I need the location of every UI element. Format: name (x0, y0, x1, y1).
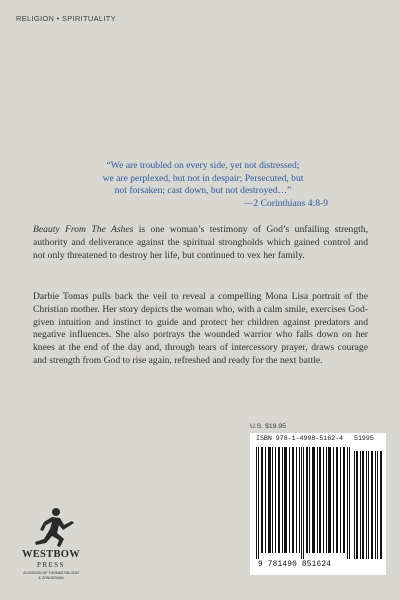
paragraph-1-text: is one woman’s testimony of God’s unfailing strength, authority and deliverance against the spiritual strongholds which gained control and not only threatened to destroy her life, but continued to vex her family. (33, 224, 368, 261)
epigraph-citation: —2 Corinthians 4:8-9 (243, 197, 328, 209)
publisher-press: PRESS (36, 561, 66, 569)
category-label: RELIGION • SPIRITUALITY (16, 14, 116, 23)
epigraph-line: “We are troubled on every side, yet not distressed; (106, 160, 300, 171)
description-paragraph-2: Darbie Tomas pulls back the veil to reveal a compelling Mona Lisa portrait of the Christian mother. Her story depicts the woman who, with a calm smile, exercises God-given intuition and instinct to guide and protect her children against predators and negative influences. She also portrays the wounded warrior who falls down on her knees at the end of the day and, through tears of intercessory prayer, draws courage and strength from God to rise again, refreshed and ready for the next battle. (33, 291, 368, 366)
publisher-name: WESTBOW (21, 549, 81, 560)
publisher-division (16, 571, 86, 580)
publisher-division-line: & ZONDERVAN (38, 575, 64, 580)
runner-icon (16, 505, 86, 549)
addon-barcode-bars (354, 447, 382, 559)
epigraph-quote (78, 160, 328, 210)
isbn-label: ISBN 978-1-4908-5162-4 (256, 435, 344, 442)
description-paragraph-1 (33, 224, 368, 262)
epigraph-line: we are perplexed, but not in despair; Persecuted, but (102, 172, 304, 184)
barcode-digits: 9 781490 851624 (258, 561, 332, 569)
book-title: Beauty From The Ashes (33, 224, 134, 235)
publisher-logo (16, 505, 116, 590)
epigraph-line: not forsaken; cast down, but not destroyed…” (114, 185, 292, 197)
barcode (250, 433, 386, 575)
price-label: U.S. $19.95 (250, 423, 286, 430)
ean-barcode-bars (256, 447, 350, 559)
publisher-division-line: A DIVISION OF THOMAS NELSON (23, 571, 79, 575)
price-addon-number: 51995 (354, 435, 374, 442)
